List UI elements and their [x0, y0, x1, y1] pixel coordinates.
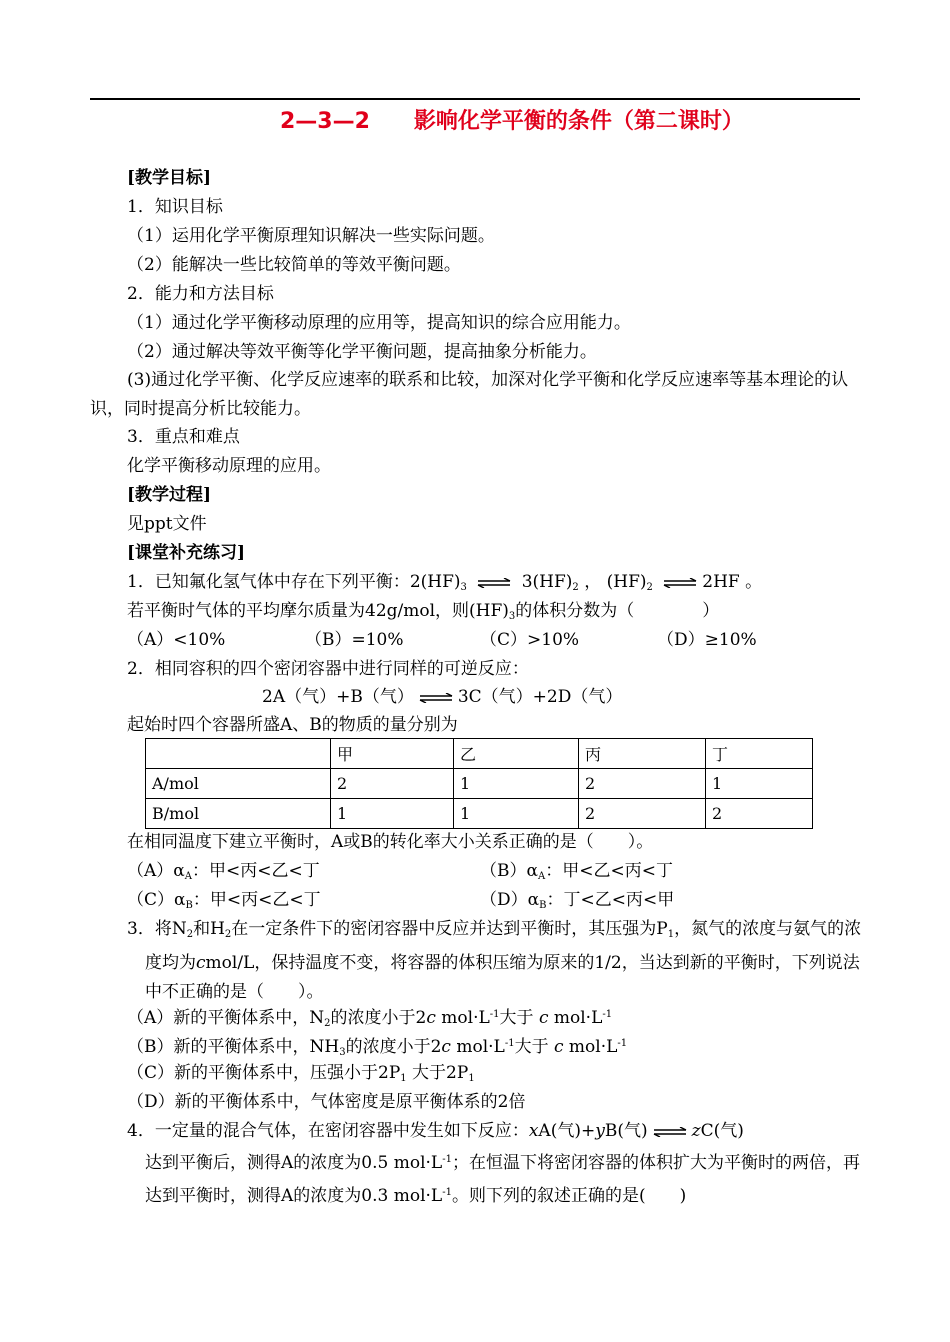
q4-body: 达到平衡后，测得A的浓度为0.5 $mol\cdot L^{-1}$；在恒温下将密闭容器的体积扩大为平衡时的两倍，再达到平衡时，测得A的浓度为0.3 $mol\cdot L^{-1}$。则下列的叙述正确的是( ) [145, 1153, 860, 1206]
objective-k2: （2）能解决一些比较简单的等效平衡问题。 [127, 255, 461, 275]
q1-option-c: （C）>10% [480, 630, 580, 650]
q2-option-a: $(A)\alpha_A$：甲<丙<乙<丁 [127, 861, 320, 882]
q2-question: 在相同温度下建立平衡时，A或B的转化率大小关系正确的是（ ）。 [127, 832, 654, 852]
objective-key-text: 化学平衡移动原理的应用。 [127, 456, 331, 476]
table-header-cell [146, 739, 331, 769]
process-text: 见ppt文件 [127, 514, 207, 534]
q1-line2: 若平衡时气体的平均摩尔质量为42g/mol，则$(HF)_3$的体积分数为（ ） [127, 601, 720, 622]
table-cell: B/mol [146, 799, 331, 829]
q2-stem: 2．相同容积的四个密闭容器中进行同样的可逆反应： [127, 659, 529, 679]
table-row [146, 769, 813, 799]
table-cell: 2 [706, 799, 813, 829]
initial-amounts-table [145, 738, 813, 829]
q4-stem: 4．一定量的混合气体，在密闭容器中发生如下反应：xA(气)+yB(气) zC(气) [127, 1121, 744, 1141]
table-cell: 2 [579, 799, 706, 829]
objectives-heading: [教学目标] [127, 168, 212, 188]
table-cell: 1 [706, 769, 813, 799]
equilibrium-arrow-icon [662, 578, 698, 588]
q3-option-a: （A）新的平衡体系中，$N_2$的浓度小于2c $mol\cdot L^{-1}$大于 c $mol\cdot L^{-1}$ [127, 1008, 613, 1029]
table-cell: 1 [454, 799, 579, 829]
q2-option-c: $(C)\alpha_B$：甲<丙<乙<丁 [127, 890, 321, 911]
q2-option-b: $(B)\alpha_A$：甲<乙<丙<丁 [480, 861, 673, 882]
table-cell: A/mol [146, 769, 331, 799]
objective-key: 3．重点和难点 [127, 427, 240, 447]
q1-stem: 1．已知氟化氢气体中存在下列平衡：$2(HF)_3$ $3(HF)_2$ ， $(HF)_2$ 2HF 。 [127, 572, 763, 593]
table-header-cell: 甲 [331, 739, 454, 769]
q2-intro: 起始时四个容器所盛A、B的物质的量分别为 [127, 715, 458, 735]
table-row [146, 799, 813, 829]
top-rule [90, 98, 860, 100]
process-heading: [教学过程] [127, 485, 212, 505]
table-cell: 2 [331, 769, 454, 799]
q2-reaction: 2A（气）+B（气） 3C（气）+2D（气） [262, 687, 623, 707]
table-header-cell: 乙 [454, 739, 579, 769]
equilibrium-arrow-icon [418, 693, 454, 703]
equilibrium-arrow-icon [652, 1127, 688, 1137]
q2-option-d: $(D)\alpha_B$：丁<乙<丙<甲 [480, 890, 675, 911]
q3-option-d: （D）新的平衡体系中，气体密度是原平衡体系的2倍 [127, 1092, 526, 1112]
objective-a2: （2）通过解决等效平衡等化学平衡问题，提高抽象分析能力。 [127, 342, 597, 362]
table-cell: 2 [579, 769, 706, 799]
objective-a1: （1）通过化学平衡移动原理的应用等，提高知识的综合应用能力。 [127, 313, 631, 333]
table-cell: 1 [454, 769, 579, 799]
table-header-cell: 丁 [706, 739, 813, 769]
q1-option-b: （B）=10% [305, 630, 404, 650]
q1-option-d: （D）≥10% [657, 630, 757, 650]
table-header-cell: 丙 [579, 739, 706, 769]
objective-knowledge: 1．知识目标 [127, 197, 223, 217]
q3-stem: 3．将$N_2$和$H_2$在一定条件下的密闭容器中反应并达到平衡时，其压强为$P_1$，氮气的浓度与氨气的浓度均为cmol/L，保持温度不变，将容器的体积压缩为原来的1/2，当达到新的平衡时，下列说法中不正确的是（ ）。 [127, 919, 862, 1002]
objective-ability: 2．能力和方法目标 [127, 284, 274, 304]
page-title: 2—3—2 影响化学平衡的条件（第二课时） [280, 109, 744, 134]
equilibrium-arrow-icon [476, 578, 512, 588]
q1-option-a: （A）<10% [127, 630, 226, 650]
q3-option-c: （C）新的平衡体系中，压强小于$2P_1$ 大于$2P_1$ [127, 1063, 475, 1084]
q3-option-b: （B）新的平衡体系中，$NH_3$的浓度小于2c $mol\cdot L^{-1}$大于 c $mol\cdot L^{-1}$ [127, 1037, 628, 1058]
table-cell: 1 [331, 799, 454, 829]
objective-k1: （1）运用化学平衡原理知识解决一些实际问题。 [127, 226, 495, 246]
exercises-heading: [课堂补充练习] [127, 543, 246, 563]
table-header-row [146, 739, 813, 769]
objective-a3: (3)通过化学平衡、化学反应速率的联系和比较，加深对化学平衡和化学反应速率等基本理论的认识，同时提高分析比较能力。 [90, 370, 849, 419]
